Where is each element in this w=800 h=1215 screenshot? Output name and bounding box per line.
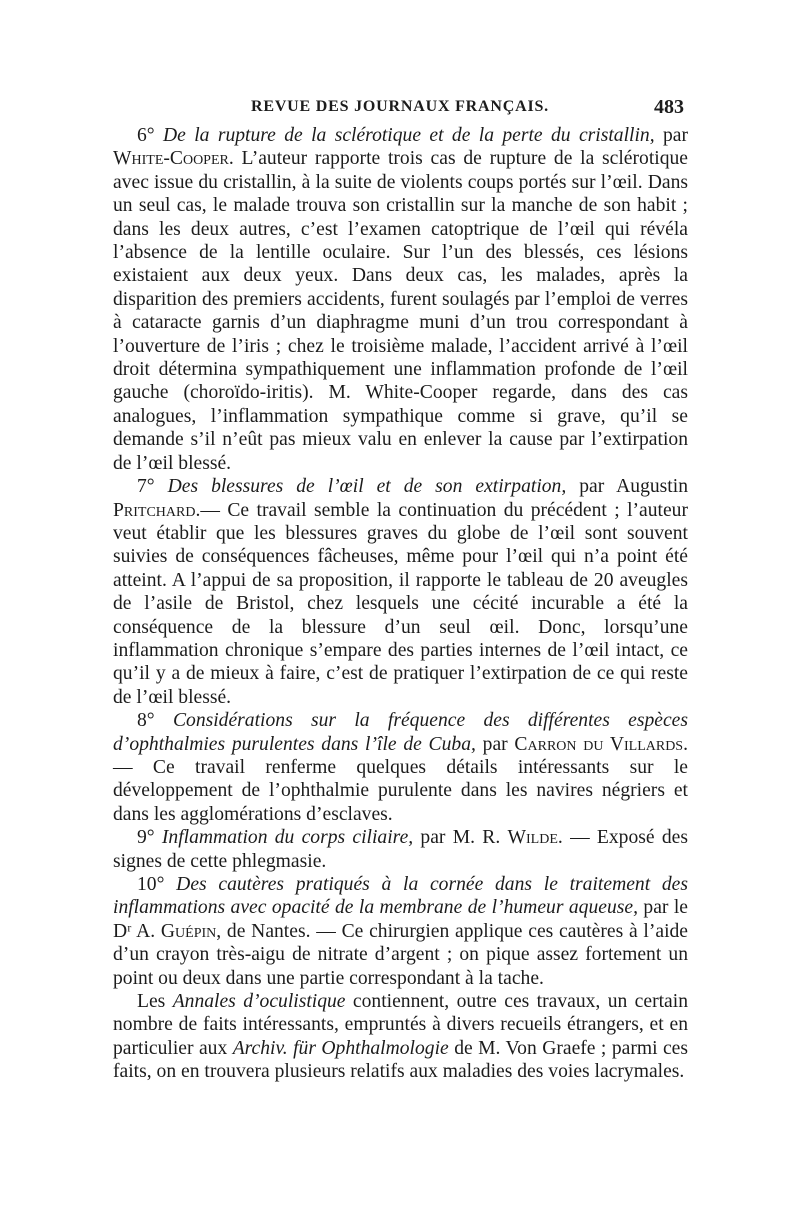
item-title: Considérations sur la fréquence des différentes espèces d’ophthalmies purulentes dans l’île de Cuba, xyxy=(113,710,688,755)
item-title: Des blessures de l’œil et de son extirpation, xyxy=(167,476,567,498)
running-title: REVUE DES JOURNAUX FRANÇAIS. xyxy=(251,98,549,115)
journal-name: Annales d’oculistique xyxy=(172,991,346,1013)
item-number: 8° xyxy=(137,710,155,732)
item-number: 9° xyxy=(137,827,155,849)
author-prefix: par xyxy=(654,125,689,146)
author-prefix: par Augustin xyxy=(566,476,688,498)
item-number: 7° xyxy=(137,476,155,498)
author-name: Pritchard xyxy=(113,499,196,521)
author-prefix: par le Dʳ A. xyxy=(113,897,688,942)
closing-paragraph xyxy=(113,990,688,1084)
author-prefix: par xyxy=(475,733,515,755)
item-title: De la rupture de la sclérotique et de la perte du cristallin, xyxy=(163,125,655,146)
journal-name-2: Archiv. für Ophthalmologie xyxy=(232,1037,449,1059)
paragraph-9 xyxy=(113,826,688,873)
author-name: White-Cooper xyxy=(113,148,229,170)
paragraph-10 xyxy=(113,873,688,990)
article-body xyxy=(113,124,688,1084)
paragraph-8 xyxy=(113,709,688,826)
closing-text-3: de M. Von Graefe ; parmi ces faits, on en trouvera plusieurs relatifs aux maladies des voies lacrymales. xyxy=(113,1037,688,1083)
item-title: Inflammation du corps ciliaire, xyxy=(161,827,414,849)
item-text: . L’auteur rapporte trois cas de rupture de la sclérotique avec issue du cristallin, à la suite de violents coups portés sur l’œil. Dans un seul cas, le malade trouva son cristallin sur la manche de son habit ; dans les deux autres, c’est l’examen catoptrique de l’œil qui révéla l’absence de la lentille oculaire. Sur l’un des blessés, ces lésions existaient aux deux yeux. Dans deux cas, les malades, après la disparition des premiers accidents, furent soulagés par l’emploi de verres à cataracte garnis d’un diaphragme muni d’un trou correspondant à l’ouverture de l’iris ; chez le troisième malade, l’accident arrivé à l’œil droit détermina sympathiquement une inflammation profonde de l’œil gauche (choroïdo-iritis). M. White-Cooper regarde, dans des cas analogues, l’inflammation sympathique comme si grave, qu’il se demande s’il n’eût pas mieux valu en enlever la cause par l’extirpation de l’œil blessé. xyxy=(113,148,688,474)
item-text: .— Ce travail semble la continuation du précédent ; l’auteur veut établir que les blessures graves du globe de l’œil sont souvent suivies de conséquences fâcheuses, même pour l’œil qui n’a point été atteint. A l’appui de sa proposition, il rapporte le tableau de 20 aveugles de l’asile de Bristol, chez lesquels une cécité incurable a été la conséquence de la blessure d’un seul œil. Donc, lorsqu’une inflammation chronique s’empare des parties internes de l’œil intact, ce qu’il y a de mieux à faire, c’est de pratiquer l’extirpation de ce qui reste de l’œil blessé. xyxy=(113,499,688,708)
paragraph-7 xyxy=(113,475,688,709)
item-text: . — Exposé des signes de cette phlegmasie. xyxy=(113,827,688,872)
page-header xyxy=(116,96,684,124)
author-name: Wilde xyxy=(507,827,558,849)
closing-text-2: contiennent, outre ces travaux, un certain nombre de faits intéressants, empruntés à divers recueils étrangers, et en particulier aux xyxy=(113,991,688,1059)
item-title: Des cautères pratiqués à la cornée dans le traitement des inflammations avec opacité de la membrane de l’humeur aqueuse, xyxy=(113,874,688,919)
item-text: . — Ce travail renferme quelques détails intéressants sur le développement de l’ophthalmie purulente dans les navires négriers et dans les agglomérations d’esclaves. xyxy=(113,733,688,825)
item-number: 6° xyxy=(137,125,155,146)
author-name: Carron du Villards xyxy=(514,733,684,755)
paragraph-6 xyxy=(113,124,688,475)
closing-text-1: Les xyxy=(137,991,173,1013)
item-number: 10° xyxy=(137,874,165,895)
page-number: 483 xyxy=(654,96,684,118)
item-text: , de Nantes. — Ce chirurgien applique ces cautères à l’aide d’un crayon très-aigu de nitrate d’argent ; on pique assez fortement un point ou deux dans une partie correspondant à la tache. xyxy=(113,920,689,989)
author-name: Guépin xyxy=(160,920,217,942)
author-prefix: par M. R. xyxy=(413,827,508,849)
